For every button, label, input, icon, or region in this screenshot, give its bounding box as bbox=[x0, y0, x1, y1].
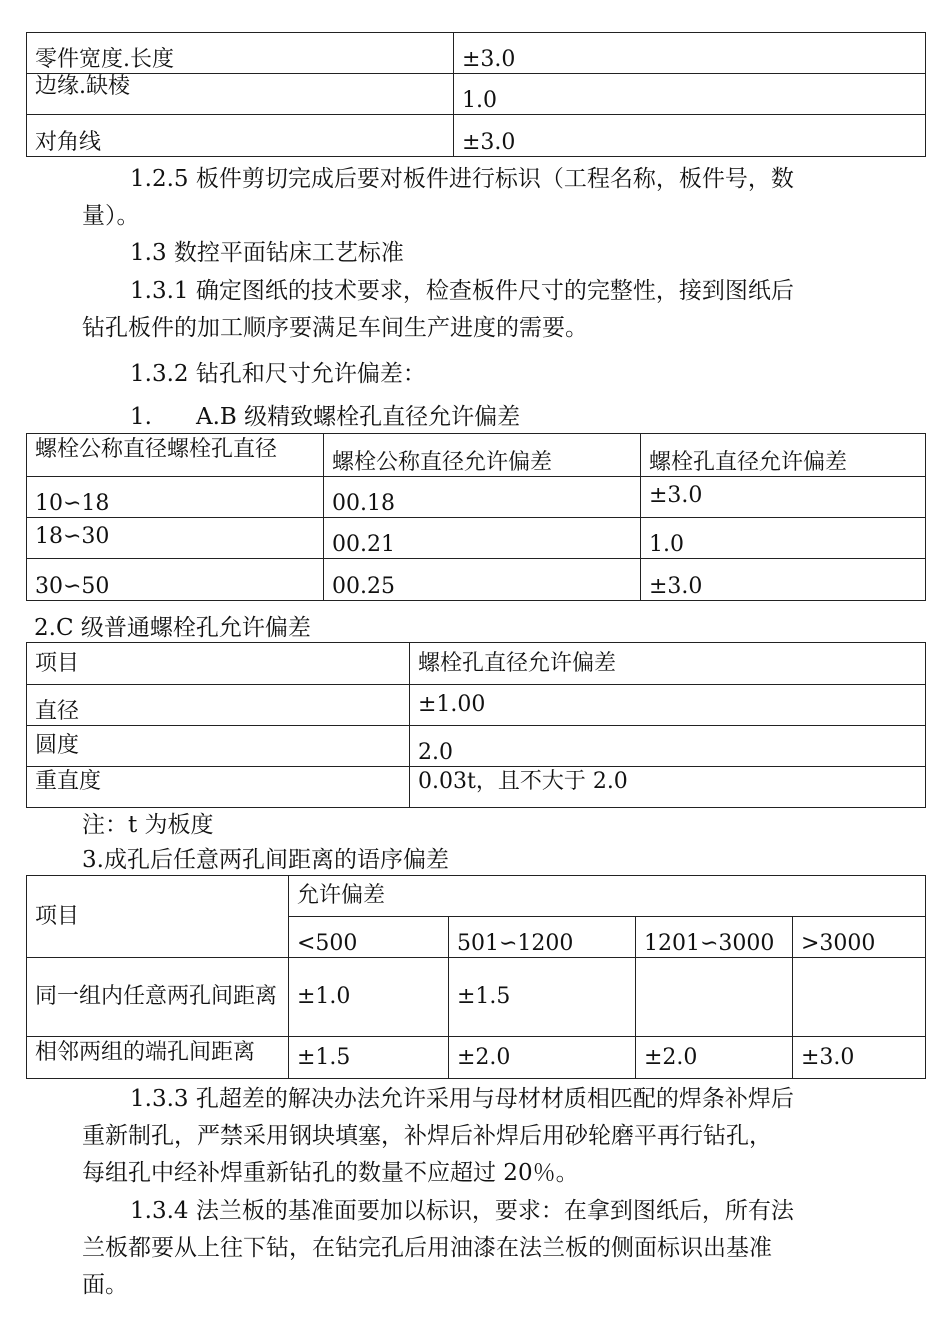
table4-cell: ±1.5 bbox=[289, 1037, 449, 1079]
table3-header: 项目 bbox=[27, 643, 410, 685]
paragraph-1-3-1-line1: 1.3.1 确定图纸的技术要求，检查板件尺寸的完整性，接到图纸后 bbox=[130, 278, 794, 304]
table3-cell: 2.0 bbox=[410, 726, 926, 767]
table1-value: ±3.0 bbox=[454, 115, 926, 157]
paragraph-1-3-3-line3: 每组孔中经补焊重新钻孔的数量不应超过 20％。 bbox=[82, 1160, 579, 1186]
table4-sub-header: <500 bbox=[289, 917, 449, 958]
table2-header: 螺栓公称直径螺栓孔直径 bbox=[27, 434, 324, 477]
list-number: 1. bbox=[130, 404, 152, 430]
paragraph-1-2-5-line2: 量）。 bbox=[82, 203, 140, 229]
bolt-hole-table-ab bbox=[26, 433, 926, 601]
table1-label: 边缘.缺棱 bbox=[27, 74, 454, 115]
table3-cell: 圆度 bbox=[27, 726, 410, 767]
table4-row-label: 同一组内任意两孔间距离 bbox=[27, 958, 289, 1037]
table2-cell: ±3.0 bbox=[641, 477, 926, 518]
paragraph-1-3-4-line1: 1.3.4 法兰板的基准面要加以标识，要求：在拿到图纸后，所有法 bbox=[130, 1198, 794, 1224]
table4-row-label: 相邻两组的端孔间距离 bbox=[27, 1037, 289, 1079]
table2-cell: 1.0 bbox=[641, 518, 926, 559]
table3-cell: 重直度 bbox=[27, 767, 410, 808]
table4-sub-header: >3000 bbox=[793, 917, 926, 958]
paragraph-1-3-4-line2: 兰板都要从上往下钻，在钻完孔后用油漆在法兰板的侧面标识出基准 bbox=[82, 1235, 772, 1261]
table1-value: ±3.0 bbox=[454, 33, 926, 74]
table2-cell: 00.18 bbox=[324, 477, 641, 518]
table3-cell: 直径 bbox=[27, 685, 410, 726]
table3-header: 螺栓孔直径允许偏差 bbox=[410, 643, 926, 685]
paragraph-1-2-5-line1: 1.2.5 板件剪切完成后要对板件进行标识（工程名称，板件号，数 bbox=[130, 166, 794, 192]
table1-label: 零件宽度.长度 bbox=[27, 33, 454, 74]
table4-cell bbox=[793, 958, 926, 1037]
table4-cell: ±2.0 bbox=[636, 1037, 793, 1079]
paragraph-1-3-3-line1: 1.3.3 孔超差的解决办法允许采用与母材材质相匹配的焊条补焊后 bbox=[130, 1086, 794, 1112]
paragraph-1-3-4-line3: 面。 bbox=[82, 1272, 128, 1298]
bolt-hole-table-c bbox=[26, 642, 926, 808]
table2-cell: 00.21 bbox=[324, 518, 641, 559]
table2-cell: ±3.0 bbox=[641, 559, 926, 601]
table2-cell: 10∽18 bbox=[27, 477, 324, 518]
table1-label: 对角线 bbox=[27, 115, 454, 157]
section-heading-1-3: 1.3 数控平面钻床工艺标准 bbox=[130, 240, 404, 266]
table4-sub-header: 1201∽3000 bbox=[636, 917, 793, 958]
paragraph-1-3-1-line2: 钻孔板件的加工顺序要满足车间生产进度的需要。 bbox=[82, 315, 588, 341]
table4-cell: ±1.5 bbox=[449, 958, 636, 1037]
table3-cell: 0.03t，且不大于 2.0 bbox=[410, 767, 926, 808]
table4-group-header: 允许偏差 bbox=[289, 876, 926, 917]
paragraph-1-3-2: 1.3.2 钻孔和尺寸允许偏差： bbox=[130, 361, 426, 387]
table4-cell: ±3.0 bbox=[793, 1037, 926, 1079]
table2-cell: 00.25 bbox=[324, 559, 641, 601]
tolerance-table-1 bbox=[26, 32, 926, 157]
table4-item-header: 项目 bbox=[27, 876, 289, 958]
table3-cell: ±1.00 bbox=[410, 685, 926, 726]
heading-ab-grade: A.B 级精致螺栓孔直径允许偏差 bbox=[196, 404, 521, 430]
hole-distance-table bbox=[26, 875, 926, 1079]
paragraph-1-3-3-line2: 重新制孔，严禁采用钢块填塞，补焊后补焊后用砂轮磨平再行钻孔， bbox=[82, 1123, 772, 1149]
table2-header: 螺栓孔直径允许偏差 bbox=[641, 434, 926, 477]
table2-cell: 18∽30 bbox=[27, 518, 324, 559]
table4-cell: ±2.0 bbox=[449, 1037, 636, 1079]
table4-cell: ±1.0 bbox=[289, 958, 449, 1037]
heading-c-grade: 2.C 级普通螺栓孔允许偏差 bbox=[34, 615, 311, 641]
table4-cell bbox=[636, 958, 793, 1037]
table4-sub-header: 501∽1200 bbox=[449, 917, 636, 958]
heading-hole-distance: 3.成孔后任意两孔间距离的语序偏差 bbox=[82, 847, 449, 873]
note: 注：t 为板度 bbox=[82, 812, 214, 838]
table2-header: 螺栓公称直径允许偏差 bbox=[324, 434, 641, 477]
table2-cell: 30∽50 bbox=[27, 559, 324, 601]
table1-value: 1.0 bbox=[454, 74, 926, 115]
